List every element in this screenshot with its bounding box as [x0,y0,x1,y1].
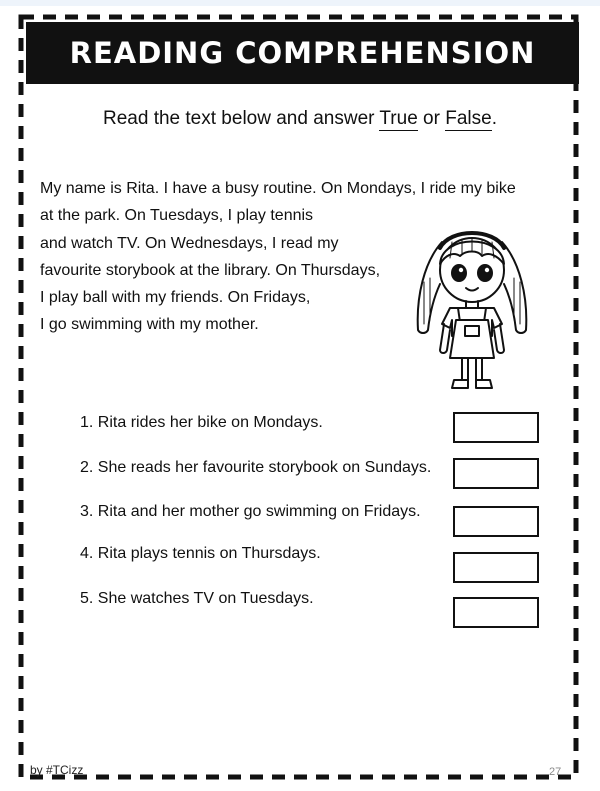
girl-illustration [410,212,534,404]
credit-text: by #TCizz [30,763,84,777]
question-2: 2. She reads her favourite storybook on Sundays. [80,459,432,476]
answer-box-3[interactable] [453,506,539,537]
instruction-or-word: or [417,108,446,129]
answer-box-1[interactable] [453,412,539,443]
instruction-prefix: Read the text below and answer [103,108,380,129]
question-4: 4. Rita plays tennis on Thursdays. [80,545,321,562]
passage-line: and watch TV. On Wednesdays, I read my [40,234,339,252]
answer-box-4[interactable] [453,552,539,583]
question-5: 5. She watches TV on Tuesdays. [80,590,314,607]
answer-box-5[interactable] [453,597,539,628]
passage-line: I play ball with my friends. On Fridays, [40,289,311,307]
instruction-suffix: . [491,108,497,129]
title-banner [26,22,579,84]
passage-line: at the park. On Tuesdays, I play tennis [40,207,314,225]
instruction-line [0,108,600,130]
question-3: 3. Rita and her mother go swimming on Fridays. [80,503,421,520]
passage-line: I go swimming with my mother. [40,316,259,334]
top-strip [0,0,600,6]
instruction-false-word: False [445,108,492,129]
question-1: 1. Rita rides her bike on Mondays. [80,414,323,431]
passage-line: favourite storybook at the library. On Thursdays, [40,261,381,279]
passage-line: My name is Rita. I have a busy routine. On Mondays, I ride my bike [40,180,516,197]
page-title: READING COMPREHENSION [69,36,536,70]
page-number: 27 [549,766,562,778]
answer-box-2[interactable] [453,458,539,489]
instruction-true-word: True [379,108,418,129]
